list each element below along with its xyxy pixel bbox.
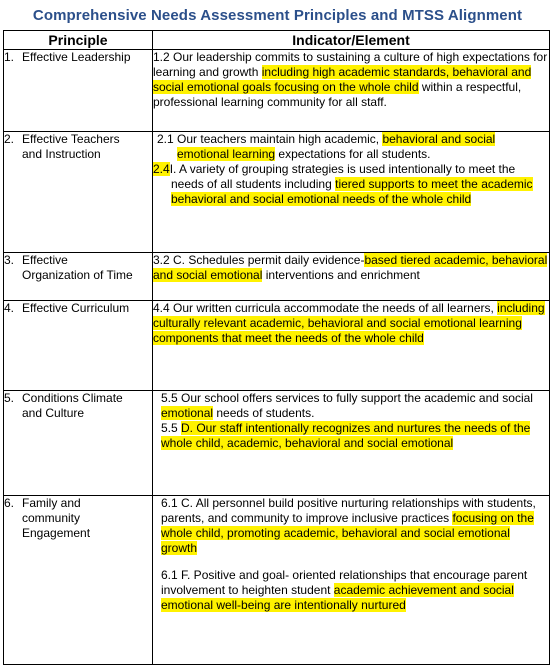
row-number: 1. — [4, 50, 15, 64]
header-principle: Principle — [4, 31, 153, 50]
indicator-text: 6.1 F. Positive and goal- oriented relationships that encourage parent involvement to heighten student — [161, 568, 528, 597]
highlighted-text: including high academic standards, behavioral and social emotional goals focusing on the whole child — [153, 65, 532, 94]
indicator-paragraph — [153, 162, 549, 207]
indicator-text: 4.4 Our written curricula accommodate the needs of all learners, — [153, 301, 498, 315]
highlighted-text: based tiered academic, behavioral and social emotional — [153, 253, 548, 282]
indicator-text: I. A variety of grouping strategies is used intentionally to meet the needs of all students including — [169, 162, 516, 191]
header-indicator: Indicator/Element — [153, 31, 550, 50]
indicator-cell — [153, 132, 550, 253]
principle-label: and Culture — [22, 406, 85, 420]
indicator-text: needs of students. — [213, 406, 315, 420]
row-number: 4. — [4, 301, 15, 315]
principle-label: Effective Teachers — [22, 132, 120, 146]
highlighted-text: emotional — [161, 406, 214, 420]
row-number: 5. — [4, 391, 15, 405]
highlighted-text: including culturally relevant academic, behavioral and social emotional learning components that meet the needs of the whole child — [153, 301, 545, 345]
indicator-text: 6.1 C. All personnel build positive nurturing relationships with students, parents, and community to improve inclusive practices — [161, 496, 536, 525]
alignment-table — [3, 30, 550, 665]
indicator-paragraph — [161, 496, 549, 556]
indicator-paragraph — [161, 568, 549, 613]
table-row — [4, 50, 550, 132]
principle-cell — [4, 253, 153, 301]
principle-label: Engagement — [22, 526, 91, 540]
row-number: 6. — [4, 496, 15, 510]
indicator-text: 3.2 C. Schedules permit daily evidence- — [153, 253, 365, 267]
indicator-text: 1.2 Our leadership commits to sustaining a culture of high expectations for learning and growth — [153, 50, 548, 79]
paragraph-spacer — [161, 556, 549, 568]
highlighted-text: D. Our staff intentionally recognizes and nurtures the needs of the whole child, academic, behavioral and social emotional — [161, 421, 531, 450]
indicator-paragraph — [161, 391, 549, 421]
indicator-paragraph — [161, 421, 549, 451]
indicator-text: 5.5 — [161, 421, 182, 435]
indicator-cell — [153, 50, 550, 132]
indicator-paragraph — [153, 253, 549, 283]
table-row — [4, 132, 550, 253]
principle-cell — [4, 50, 153, 132]
principle-label: Effective Curriculum — [22, 301, 130, 315]
highlighted-text: tiered supports to meet the academic behavioral and social emotional needs of the whole child — [171, 177, 533, 206]
principle-label: Organization of Time — [22, 268, 133, 282]
indicator-text: expectations for all students. — [275, 147, 431, 161]
table-row — [4, 391, 550, 496]
indicator-text: within a respectful, professional learning community for all staff. — [153, 80, 522, 109]
principle-cell — [4, 301, 153, 391]
principle-label: Effective Leadership — [22, 50, 131, 64]
indicator-text: 5.5 Our school offers services to fully support the academic and social — [161, 391, 533, 405]
principle-cell — [4, 391, 153, 496]
document-title: Comprehensive Needs Assessment Principles and MTSS Alignment — [32, 6, 523, 24]
indicator-cell — [153, 391, 550, 496]
indicator-text: 2.1 Our teachers maintain high academic, — [157, 132, 383, 146]
row-number: 2. — [4, 132, 15, 146]
indicator-paragraph — [153, 132, 549, 162]
indicator-cell — [153, 496, 550, 665]
table-row — [4, 301, 550, 391]
principle-cell — [4, 496, 153, 665]
table-row — [4, 253, 550, 301]
principle-label: community — [22, 511, 81, 525]
principle-label: and Instruction — [22, 147, 101, 161]
highlighted-text: 2.4 — [153, 162, 170, 176]
principle-label: Family and — [22, 496, 81, 510]
highlighted-text: academic achievement and social emotional well-being are intentionally nurtured — [161, 583, 514, 612]
row-number: 3. — [4, 253, 15, 267]
indicator-cell — [153, 301, 550, 391]
principle-label: Effective — [22, 253, 68, 267]
indicator-paragraph — [153, 301, 549, 346]
principle-label: Conditions Climate — [22, 391, 123, 405]
highlighted-text: behavioral and social emotional learning — [177, 132, 496, 161]
indicator-paragraph — [153, 50, 549, 110]
indicator-cell — [153, 253, 550, 301]
table-row — [4, 496, 550, 665]
indicator-text: interventions and enrichment — [262, 268, 420, 282]
principle-cell — [4, 132, 153, 253]
table-header-row — [4, 31, 550, 50]
highlighted-text: focusing on the whole child, promoting academic, behavioral and social emotional growth — [161, 511, 534, 555]
